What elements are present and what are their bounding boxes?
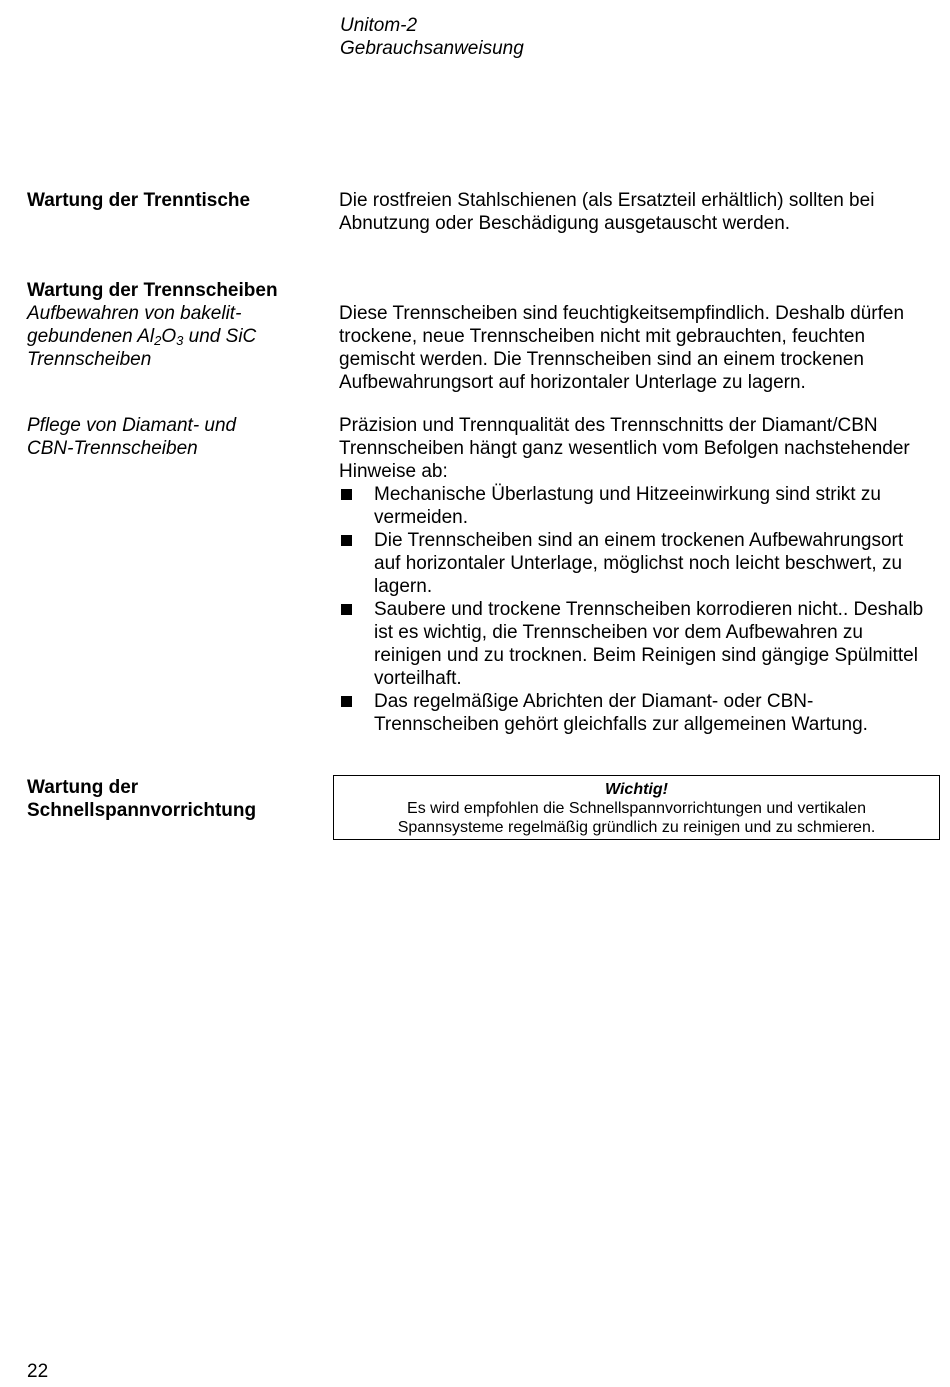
bullet-square-icon [341,489,352,500]
pflege-block [339,414,934,736]
subheading-aufbewahren-part2: O [161,326,177,347]
subheading-pflege: Pflege von Diamant- und CBN-Trennscheiben [27,415,237,459]
document-subtitle: Gebrauchsanweisung [340,38,524,59]
bullet-square-icon [341,604,352,615]
notice-title: Wichtig! [605,781,668,798]
subscript-2: 2 [154,333,162,348]
pflege-bullet-list [339,483,934,736]
notice-line-2: Spannsysteme regelmäßig gründlich zu reinigen und zu schmieren. [397,819,876,836]
text-trenntische: Die rostfreien Stahlschienen (als Ersatzteil erhältlich) sollten bei Abnutzung oder Beschädigung ausgetauscht werden. [339,190,875,234]
document-title: Unitom-2 [340,15,418,36]
bullet-text: Mechanische Überlastung und Hitzeeinwirkung sind strikt zu vermeiden. [374,484,881,528]
subheading-aufbewahren-part3: und SiC Trennscheiben [27,326,257,370]
important-notice-box [333,775,940,840]
subscript-3: 3 [176,333,184,348]
bullet-square-icon [341,696,352,707]
list-item [339,598,934,690]
heading-wartung-trennscheiben: Wartung der Trennscheiben [27,280,278,301]
bullet-text: Saubere und trockene Trennscheiben korrodieren nicht.. Deshalb ist es wichtig, die Trennscheiben vor dem Aufbewahren zu reinigen und zu trocknen. Beim Reinigen sind gängige Spülmittel vorteilhaft. [374,599,924,689]
document-header [340,14,524,60]
bullet-square-icon [341,535,352,546]
bullet-text: Das regelmäßige Abrichten der Diamant- oder CBN-Trennscheiben gehört gleichfalls zur allgemeinen Wartung. [374,691,868,735]
subheading-aufbewahren [27,302,277,371]
page-number: 22 [27,1361,49,1382]
list-item [339,690,934,736]
notice-line-1: Es wird empfohlen die Schnellspannvorrichtungen und vertikalen [407,800,866,817]
heading-wartung-schnellspann [27,776,317,822]
text-aufbewahren: Diese Trennscheiben sind feuchtigkeitsempfindlich. Deshalb dürfen trockene, neue Trennscheiben nicht mit gebrauchten, feuchten gemischt werden. Die Trennscheiben sind an einem trockenen Aufbewahrungsort auf horizontaler Unterlage zu lagern. [339,303,905,393]
heading-schnellspann-line1: Wartung der [27,777,139,798]
pflege-intro: Präzision und Trennqualität des Trennschnitts der Diamant/CBN Trennscheiben hängt ganz wesentlich vom Befolgen nachstehender Hinweise ab: [339,415,910,482]
bullet-text: Die Trennscheiben sind an einem trockenen Aufbewahrungsort auf horizontaler Unterlage, möglichst noch leicht beschwert, zu lagern. [374,530,904,597]
subheading-aufbewahren-part1: Aufbewahren von bakelit-gebundenen Al [27,303,242,347]
list-item [339,529,934,598]
heading-schnellspann-line2: Schnellspannvorrichtung [27,800,257,821]
list-item [339,483,934,529]
heading-wartung-trenntische: Wartung der Trenntische [27,190,251,211]
